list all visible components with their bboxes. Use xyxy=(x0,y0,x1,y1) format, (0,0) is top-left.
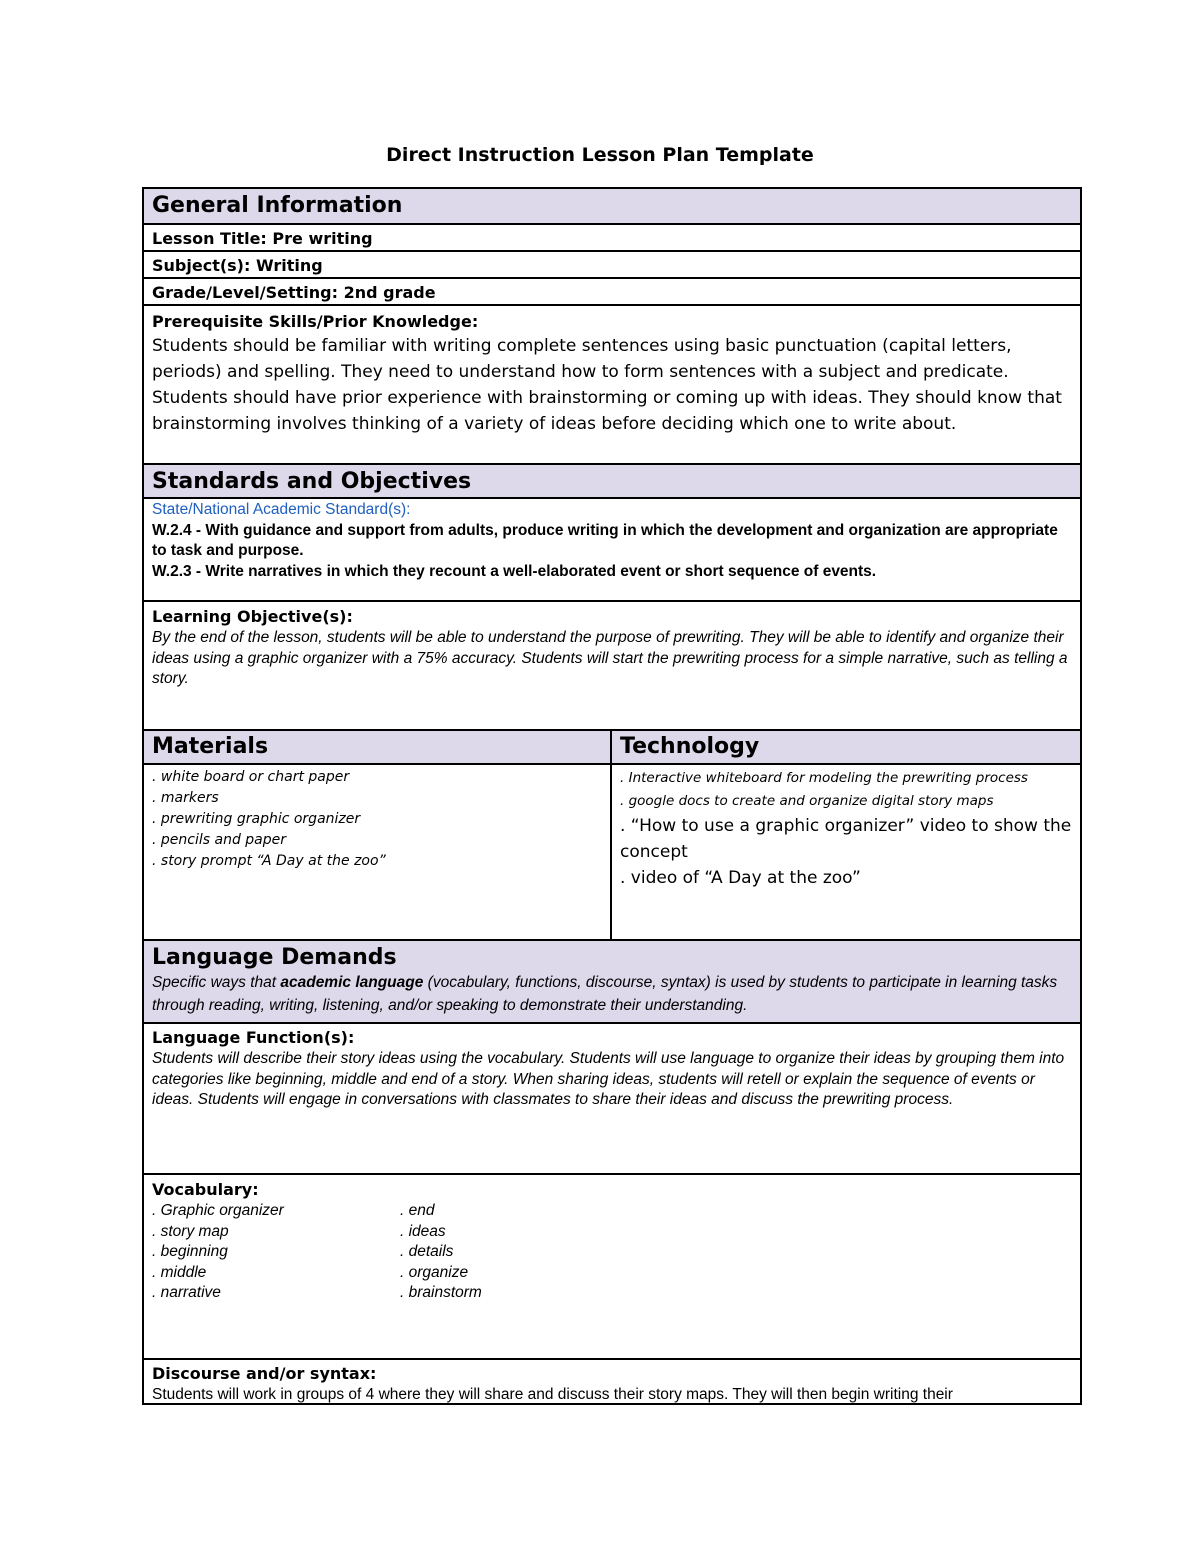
materials-item: . white board or chart paper xyxy=(152,769,350,785)
vocabulary-word: . brainstorm xyxy=(400,1284,482,1301)
intro-text-bold: academic language xyxy=(280,974,424,991)
technology-item: . “How to use a graphic organizer” video to show the concept xyxy=(620,816,1072,862)
technology-item: . Interactive whiteboard for modeling the prewriting process xyxy=(620,770,1028,786)
vocabulary-word: . beginning xyxy=(152,1243,228,1260)
language-demands-header xyxy=(144,939,1080,1022)
standards-section xyxy=(144,497,1080,600)
vocabulary-column-1 xyxy=(152,1201,400,1304)
document-title: Direct Instruction Lesson Plan Template xyxy=(386,144,814,166)
standards-objectives-heading: Standards and Objectives xyxy=(152,469,472,494)
lesson-plan-table xyxy=(142,187,1082,1405)
vocabulary-word: . details xyxy=(400,1243,454,1260)
prerequisite-text: Students should be familiar with writing complete sentences using basic punctuation (capital letters, periods) and spelling. They need to understand how to form sentences with a subject and predicate. Students should have prior experience with brainstorming or coming up with ideas. They should know that brainstorming involves thinking of a variety of ideas before deciding which one to write about. xyxy=(152,336,1062,434)
standard-w-2-3: W.2.3 - Write narratives in which they recount a well-elaborated event or short sequence of events. xyxy=(152,562,877,580)
vocabulary-word: . organize xyxy=(400,1263,469,1281)
materials-item: . markers xyxy=(152,790,219,806)
materials-item: . prewriting graphic organizer xyxy=(152,811,361,827)
materials-technology-body xyxy=(144,763,1080,939)
language-function-label: Language Function(s): xyxy=(152,1028,355,1047)
language-function-section xyxy=(144,1022,1080,1173)
discourse-syntax-label: Discourse and/or syntax: xyxy=(152,1364,377,1383)
materials-header-cell xyxy=(144,731,612,763)
materials-heading: Materials xyxy=(152,734,269,759)
vocabulary-column-2 xyxy=(400,1201,482,1304)
discourse-syntax-section xyxy=(144,1358,1080,1403)
vocabulary-word: . end xyxy=(400,1202,435,1219)
materials-item: . pencils and paper xyxy=(152,832,287,848)
vocabulary-label: Vocabulary: xyxy=(152,1180,259,1199)
lesson-title: Lesson Title: Pre writing xyxy=(152,229,373,248)
prerequisite-label: Prerequisite Skills/Prior Knowledge: xyxy=(152,312,479,331)
learning-objective-label: Learning Objective(s): xyxy=(152,607,353,626)
technology-heading: Technology xyxy=(620,734,760,759)
learning-objective-text: By the end of the lesson, students will be able to understand the purpose of prewriting. They will be able to identify and organize their ideas using a graphic organizer with a 75% accuracy. Students will start the prewriting process for a simple narrative, such as telling a story. xyxy=(152,629,1068,687)
vocabulary-word: . Graphic organizer xyxy=(152,1202,284,1219)
standard-w-2-4: W.2.4 - With guidance and support from adults, produce writing in which the development and organization are appropriate to task and purpose. xyxy=(152,521,1058,559)
learning-objective-section xyxy=(144,600,1080,729)
technology-item: . video of “A Day at the zoo” xyxy=(620,868,861,888)
grade-row xyxy=(144,277,1080,304)
intro-text-end: (vocabulary, functions, discourse, syntax) is used by students to participate in learning tasks through reading, writing, listening, and/or speaking to demonstrate their understanding. xyxy=(152,974,1058,1014)
general-information-header xyxy=(144,189,1080,223)
vocabulary-columns xyxy=(152,1201,1072,1304)
standards-label: State/National Academic Standard(s): xyxy=(152,501,411,518)
vocabulary-section xyxy=(144,1173,1080,1358)
subjects-row xyxy=(144,250,1080,277)
vocabulary-word: . narrative xyxy=(152,1284,221,1301)
general-information-heading: General Information xyxy=(152,193,403,218)
vocabulary-word: . ideas xyxy=(400,1222,446,1240)
grade-level-setting: Grade/Level/Setting: 2nd grade xyxy=(152,283,436,302)
materials-list xyxy=(144,765,612,939)
language-demands-heading: Language Demands xyxy=(152,945,397,970)
vocabulary-word: . story map xyxy=(152,1222,229,1240)
subjects: Subject(s): Writing xyxy=(152,256,323,275)
vocabulary-word: . middle xyxy=(152,1263,207,1281)
technology-header-cell xyxy=(612,731,1080,763)
technology-item: . google docs to create and organize digital story maps xyxy=(620,793,994,809)
prerequisite-section xyxy=(144,304,1080,463)
language-demands-intro xyxy=(152,971,1072,1017)
language-function-text: Students will describe their story ideas using the vocabulary. Students will use language to organize their ideas by grouping them into categories like beginning, middle and end of a story. When sharing ideas, students will retell or explain the sequence of events or ideas. Students will engage in conversations with classmates to share their ideas and discuss the prewriting process. xyxy=(152,1050,1065,1108)
intro-text-start: Specific ways that xyxy=(152,974,281,991)
lesson-title-row xyxy=(144,223,1080,250)
discourse-syntax-text: Students will work in groups of 4 where they will share and discuss their story maps. They will then begin writing their xyxy=(152,1386,953,1403)
technology-list xyxy=(612,765,1080,939)
standards-objectives-header xyxy=(144,463,1080,497)
materials-item: . story prompt “A Day at the zoo” xyxy=(152,853,386,869)
materials-technology-header xyxy=(144,729,1080,763)
